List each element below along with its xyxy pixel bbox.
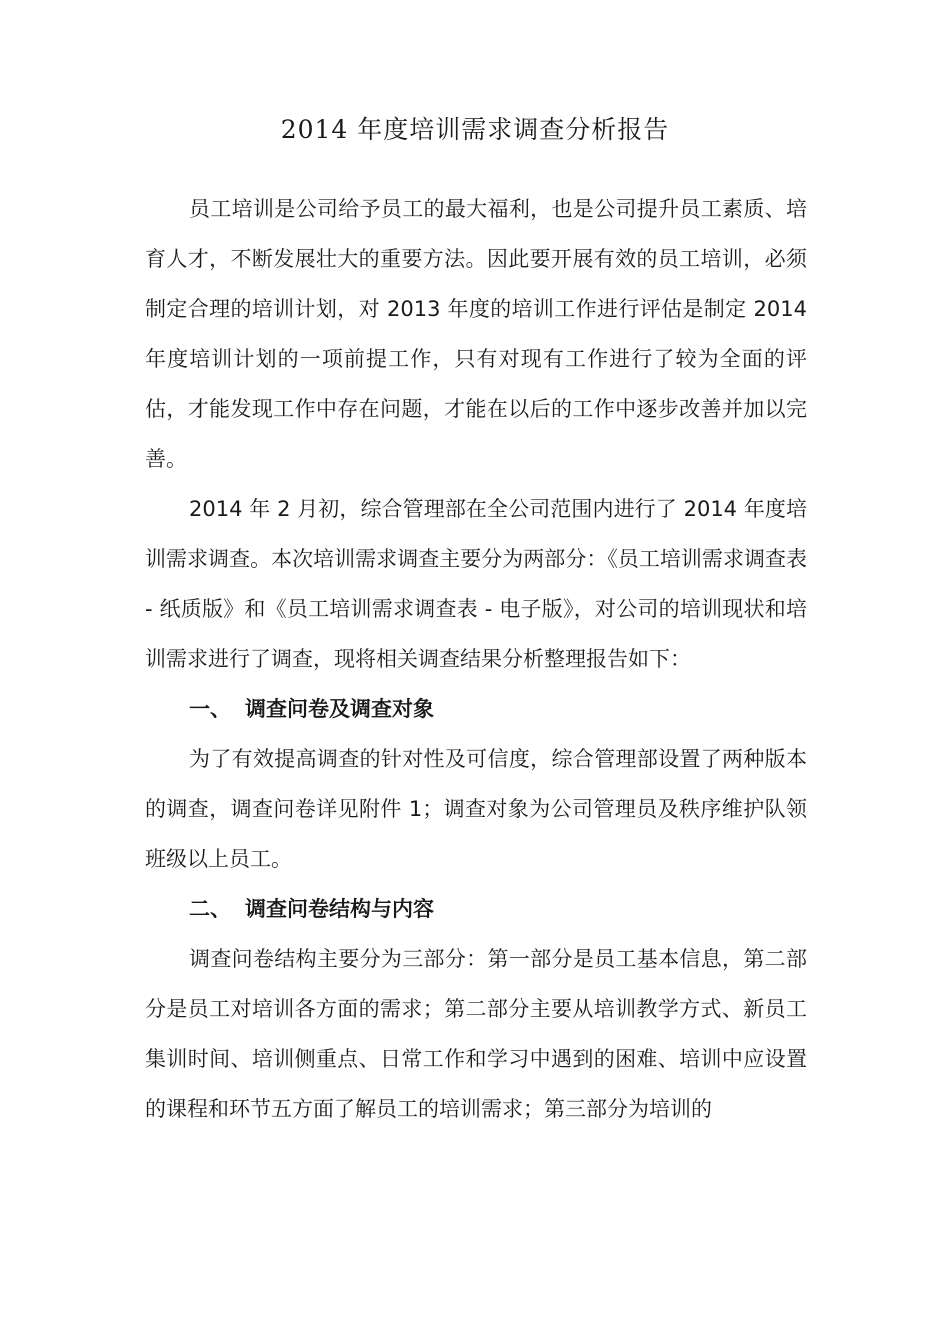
section-number: 二、 xyxy=(189,897,231,921)
intro-paragraph: 员工培训是公司给予员工的最大福利，也是公司提升员工素质、培育人才，不断发展壮大的重要方法。因此要开展有效的员工培训，必须制定合理的培训计划，对 2013 年度的培训工作进行评估是制定 2014 年度培训计划的一项前提工作，只有对现有工作进行了较为全面的评估，才能发现工作中存在问题，才能在以后的工作中逐步改善并加以完善。 xyxy=(145,197,807,471)
section-heading-text: 调查问卷及调查对象 xyxy=(245,697,434,721)
section-paragraph-2: 调查问卷结构主要分为三部分：第一部分是员工基本信息，第二部分是员工对培训各方面的需求；第二部分主要从培训教学方式、新员工集训时间、培训侧重点、日常工作和学习中遇到的困难、培训中应设置的课程和环节五方面了解员工的培训需求；第三部分为培训的 xyxy=(145,947,807,1121)
section-paragraph-1: 为了有效提高调查的针对性及可信度，综合管理部设置了两种版本的调查，调查问卷详见附件 1；调查对象为公司管理员及秩序维护队领班级以上员工。 xyxy=(145,747,807,871)
section-heading-2 xyxy=(145,884,807,934)
section-heading-text: 调查问卷结构与内容 xyxy=(245,897,434,921)
survey-paragraph: 2014 年 2 月初，综合管理部在全公司范围内进行了 2014 年度培训需求调查。本次培训需求调查主要分为两部分：《员工培训需求调查表 - 纸质版》和《员工培训需求调查表 - 电子版》，对公司的培训现状和培训需求进行了调查，现将相关调查结果分析整理报告如下： xyxy=(145,497,807,671)
document-body xyxy=(145,184,807,1134)
section-number: 一、 xyxy=(189,697,231,721)
section-heading-1 xyxy=(145,684,807,734)
document-title: 2014 年度培训需求调查分析报告 xyxy=(280,115,670,144)
